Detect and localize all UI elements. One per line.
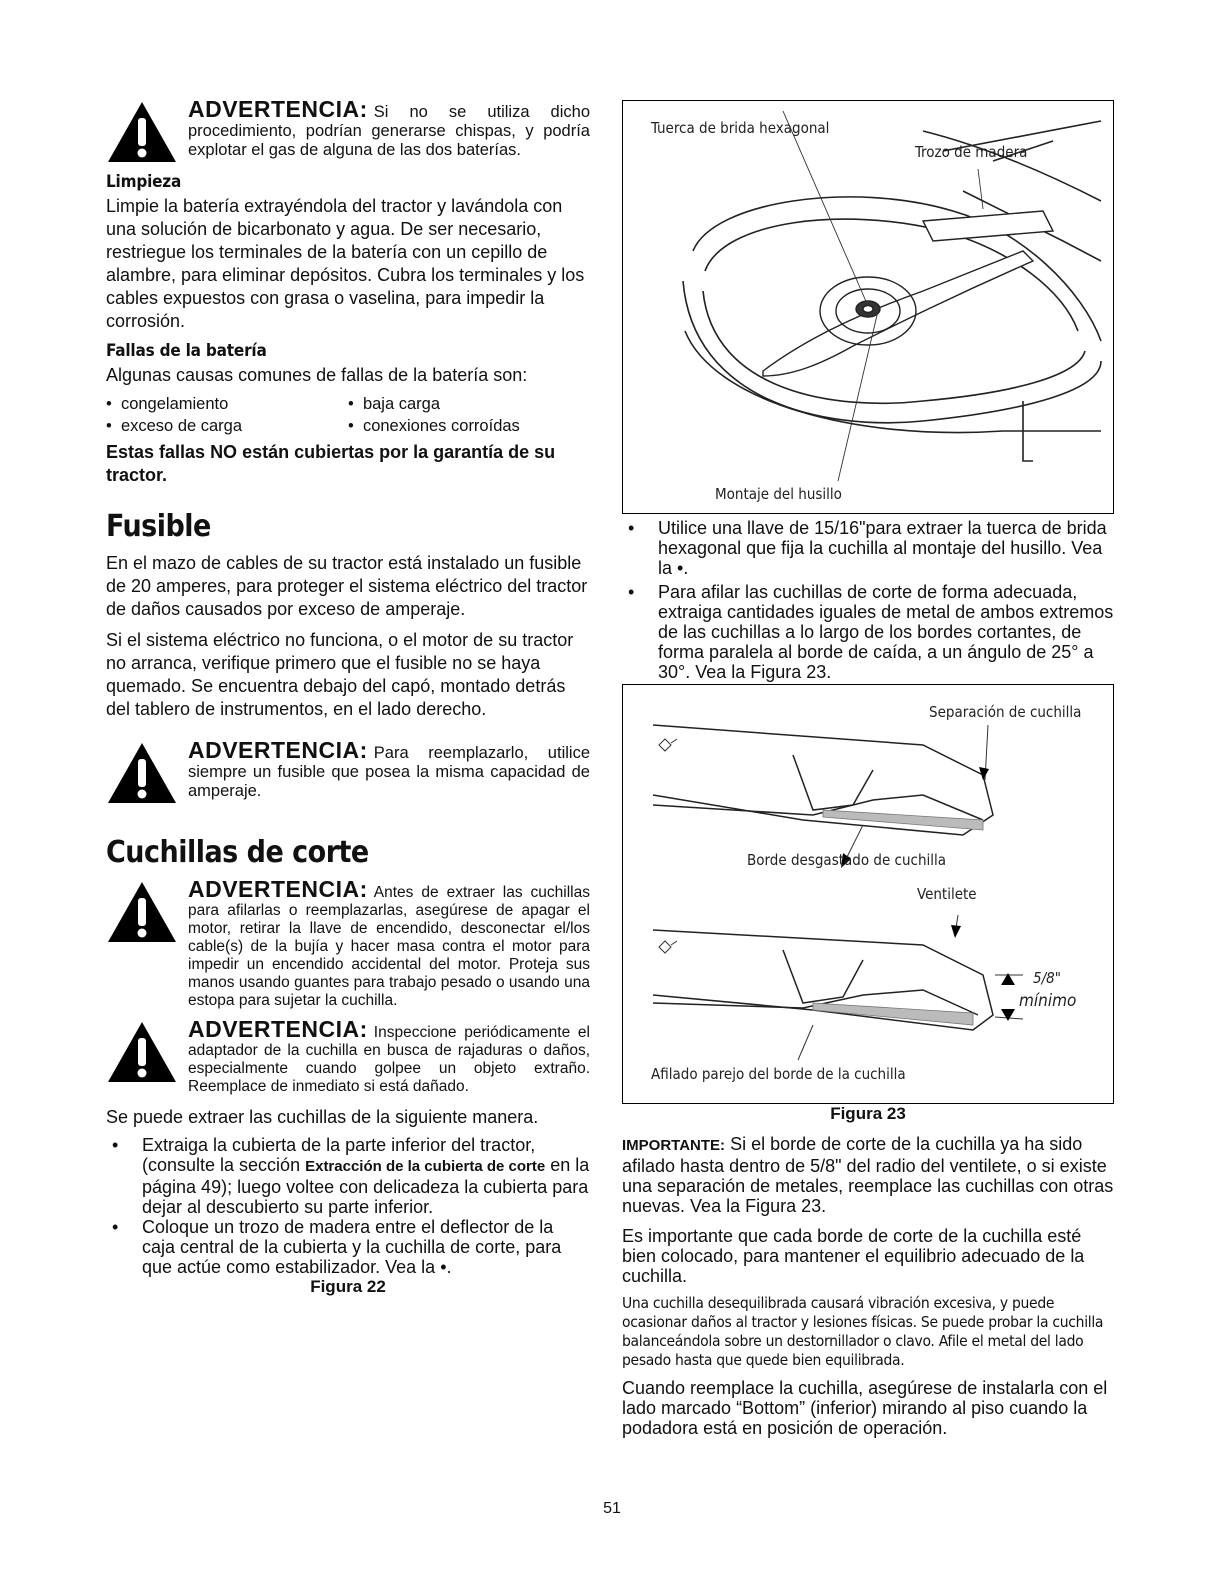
left-column xyxy=(106,96,590,1297)
list-item: • congelamiento xyxy=(106,395,229,413)
label-flange-nut: Tuerca de brida hexagonal xyxy=(651,119,830,137)
heading-fallas: Fallas de la batería xyxy=(106,341,267,361)
procedure-steps xyxy=(106,1135,590,1277)
warning-fuse xyxy=(106,737,590,805)
figure-22 xyxy=(622,100,1114,514)
warning-text: Para reemplazarlo, utilice siempre un fusible que posea la misma capacidad de amperaje. xyxy=(188,744,590,800)
label-minimum: mínimo xyxy=(1019,991,1077,1011)
list-item: • Para afilar las cuchillas de corte de forma adecuada, extraiga cantidades iguales de metal de ambos extremos de las cuchillas a lo largo de los bordes cortantes, de forma paralela al borde de caída, a un ángulo de 25° a 30°. Vea la Figura 23. xyxy=(622,582,1114,682)
page-number: 51 xyxy=(603,1500,621,1517)
warning-triangle-icon xyxy=(106,100,178,164)
paragraph-limpieza: Limpie la batería extrayéndola del tractor y lavándola con una solución de bicarbonato y agua. De ser necesario, restriegue los terminales de la batería con un cepillo de alambre, para eliminar depósitos. Cubra los terminales y los cables expuestos con grasa o vaselina, para impedir la corrosión. xyxy=(106,196,585,331)
label-worn-edge: Borde desgastado de cuchilla xyxy=(747,851,947,869)
list-item: • Coloque un trozo de madera entre el deflector de la caja central de la cubierta y la cuchilla de corte, para que actúe como estabilizador. Vea la •. xyxy=(106,1217,590,1277)
warning-adapter xyxy=(106,1016,590,1096)
importante-keyword: IMPORTANTE: xyxy=(622,1137,726,1154)
list-item: • Extraiga la cubierta de la parte inferior del tractor, (consulte la sección Extracción de la cubierta de corte en la página 49); luego voltee con delicadeza la cubierta para dejar al descubierto su parte inferior. xyxy=(106,1135,590,1217)
label-even-sharpening: Afilado parejo del borde de la cuchilla xyxy=(651,1065,906,1083)
paragraph-replace: Cuando reemplace la cuchilla, asegúrese de instalarla con el lado marcado “Bottom” (inferior) mirando al piso cuando la podadora está en posición de operación. xyxy=(622,1378,1108,1438)
warning-keyword: ADVERTENCIA: xyxy=(188,1016,368,1042)
list-item: • conexiones corroídas xyxy=(348,417,520,435)
blade-illustration xyxy=(623,685,1113,1101)
figure-23-caption: Figura 23 xyxy=(830,1104,906,1123)
list-item: • baja carga xyxy=(348,395,441,413)
list-item: • Utilice una llave de 15/16"para extraer la tuerca de brida hexagonal que fija la cuchilla al montaje del husillo. Vea la •. xyxy=(622,518,1114,578)
list-item: • exceso de carga xyxy=(106,417,243,435)
label-sail: Ventilete xyxy=(917,885,977,903)
label-wood-block: Trozo de madera xyxy=(915,143,1028,161)
warranty-note: Estas fallas NO están cubiertas por la garantía de su tractor. xyxy=(106,442,556,485)
figure-22-caption: Figura 22 xyxy=(310,1277,386,1296)
warning-blades xyxy=(106,876,590,1010)
heading-fusible: Fusible xyxy=(106,509,211,544)
paragraph-unbalanced: Una cuchilla desequilibrada causará vibración excesiva, y puede ocasionar daños al tractor y lesiones físicas. Se puede probar la cuchilla balanceándola sobre un destornillador o clavo. Afile el metal del lado pesado hasta que quede bien equilibrada. xyxy=(622,1294,1104,1369)
warning-triangle-icon xyxy=(106,1020,178,1084)
warning-keyword: ADVERTENCIA: xyxy=(188,737,368,763)
figure-23 xyxy=(622,684,1114,1104)
heading-cuchillas: Cuchillas de corte xyxy=(106,835,369,870)
removal-steps xyxy=(622,518,1114,682)
label-blade-gap: Separación de cuchilla xyxy=(929,703,1082,721)
warning-text: Inspeccione periódicamente el adaptador de la cuchilla en busca de rajaduras o daños, especialmente cuando golpee un objeto extraño. Reemplace de inmediato si está dañado. xyxy=(188,1024,590,1095)
label-min-value: 5/8" xyxy=(1033,969,1061,987)
procedure-intro: Se puede extraer las cuchillas de la siguiente manera. xyxy=(106,1107,539,1127)
warning-text: Antes de extraer las cuchillas para afilarlas o reemplazarlas, asegúrese de apagar el motor, retirar la llave de encendido, desconectar el/los cable(s) de la bujía y hacer masa contra el motor para impedir un encendido accidental del motor. Proteja sus manos usando guantes para trabajo pesado o usando una estopa para sujetar la cuchilla. xyxy=(188,884,590,1009)
warning-keyword: ADVERTENCIA: xyxy=(188,876,368,902)
warning-sparks xyxy=(106,96,590,164)
mower-deck-illustration xyxy=(623,101,1113,511)
paragraph-fallas-intro: Algunas causas comunes de fallas de la batería son: xyxy=(106,365,528,385)
fallas-list xyxy=(106,393,590,437)
warning-triangle-icon xyxy=(106,741,178,805)
warning-text: Si no se utiliza dicho procedimiento, podrían generarse chispas, y podría explotar el gas de alguna de las dos baterías. xyxy=(188,103,590,159)
paragraph-balance: Es importante que cada borde de corte de la cuchilla esté bien colocado, para mantener el equilibrio adecuado de la cuchilla. xyxy=(622,1226,1085,1286)
paragraph-fusible-2: Si el sistema eléctrico no funciona, o el motor de su tractor no arranca, verifique primero que el fusible no se haya quemado. Se encuentra debajo del capó, montado detrás del tablero de instrumentos, en el lado derecho. xyxy=(106,630,574,719)
right-column xyxy=(622,100,1114,1438)
heading-limpieza: Limpieza xyxy=(106,172,182,192)
warning-triangle-icon xyxy=(106,880,178,944)
warning-keyword: ADVERTENCIA: xyxy=(188,96,368,122)
importante-paragraph: IMPORTANTE: Si el borde de corte de la cuchilla ya ha sido afilado hasta dentro de 5/8" del radio del ventilete, o si existe una separación de metales, reemplace las cuchillas con otras nuevas. Vea la Figura 23. xyxy=(622,1134,1114,1216)
paragraph-fusible-1: En el mazo de cables de su tractor está instalado un fusible de 20 amperes, para proteger el sistema eléctrico del tractor de daños causados por exceso de amperaje. xyxy=(106,553,588,619)
label-spindle: Montaje del husillo xyxy=(715,485,842,503)
